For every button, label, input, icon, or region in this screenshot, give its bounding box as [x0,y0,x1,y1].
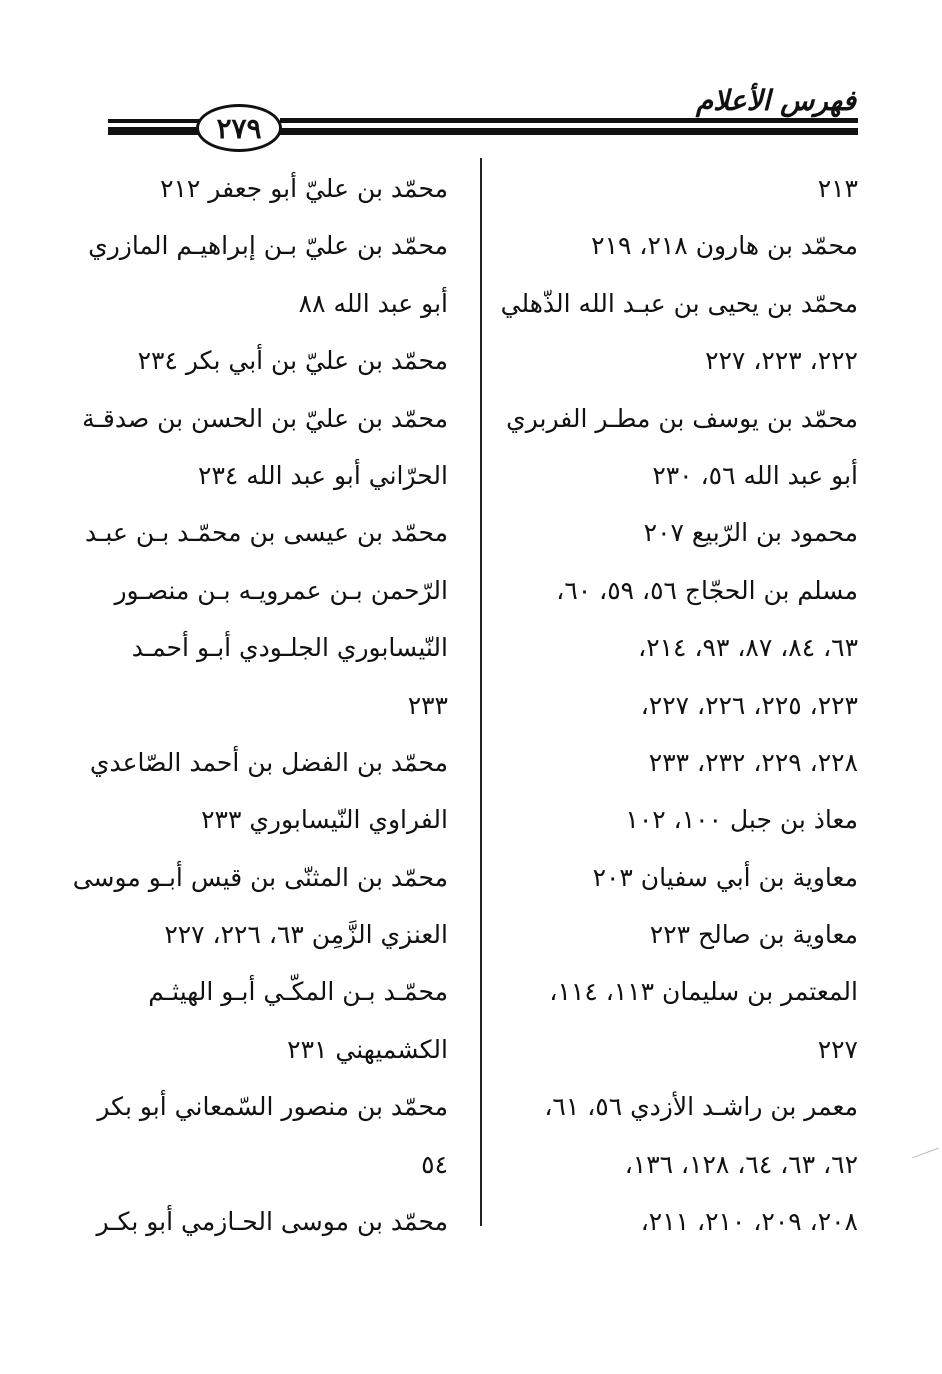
index-line: العنزي الزَّمِن ٦٣، ٢٢٦، ٢٢٧ [164,920,448,950]
index-line: النّيسابوري الجلـودي أبـو أحمـد [131,633,448,663]
index-line: محمّد بن موسى الحـازمي أبو بكـر [96,1207,448,1237]
scan-mark [912,1148,942,1172]
index-line: مسلم بن الحجّاج ٥٦، ٥٩، ٦٠، [556,575,858,605]
index-line: ٦٣، ٨٤، ٨٧، ٩٣، ٢١٤، [638,633,858,663]
index-line: محمّد بن يوسف بن مطـر الفربري [506,403,858,433]
index-line: ٢٣٣ [407,690,448,720]
index-line: محمّد بن عيسى بن محمّـد بـن عبـد [84,518,448,548]
index-line: محمّد بن عليّ بن أبي بكر ٢٣٤ [137,346,448,376]
index-line: أبو عبد الله ٥٦، ٢٣٠ [652,460,858,490]
index-line: محمّد بن عليّ أبو جعفر ٢١٢ [160,174,448,203]
index-line: محمّـد بـن المكّـي أبـو الهيثـم [148,977,448,1007]
index-line: الكشميهني ٢٣١ [287,1034,448,1064]
index-line: الفراوي النّيسابوري ٢٣٣ [201,805,448,835]
page-number: ٢٧٩ [216,111,262,145]
index-line: محمّد بن الفضل بن أحمد الصّاعدي [89,747,448,777]
index-line: الحرّاني أبو عبد الله ٢٣٤ [198,460,448,490]
header-rule-left [108,119,200,123]
index-line: ٥٤ [421,1149,448,1179]
index-line: أبو عبد الله ٨٨ [298,288,448,318]
index-line: محمّد بن منصور السّمعاني أبو بكر [97,1092,448,1122]
index-line: محمّد بن عليّ بـن إبراهيـم المازري [88,231,448,261]
index-line: معاذ بن جبل ١٠٠، ١٠٢ [625,805,858,835]
index-line: محمّد بن المثنّى بن قيس أبـو موسى [72,862,448,892]
page-number-badge [196,104,282,152]
header-rule-left-thick [108,127,200,135]
index-line: معمر بن راشـد الأزدي ٥٦، ٦١، [544,1092,858,1122]
running-title: فهرس الأعلام [695,84,856,117]
header-rule-right [280,118,858,123]
index-line: المعتمر بن سليمان ١١٣، ١١٤، [549,977,858,1007]
index-line: معاوية بن أبي سفيان ٢٠٣ [592,862,858,892]
index-line: ٢٢٣، ٢٢٥، ٢٢٦، ٢٢٧، [640,690,858,720]
index-line: ٦٢، ٦٣، ٦٤، ١٢٨، ١٣٦، [624,1149,858,1179]
index-line: ٢٢٨، ٢٢٩، ٢٣٢، ٢٣٣ [648,747,858,777]
index-column-right [498,160,858,1250]
index-line: ٢٢٧ [817,1034,858,1064]
index-column-left [72,160,448,1250]
index-line: محمود بن الرّبيع ٢٠٧ [643,518,858,548]
index-line: ٢٢٢، ٢٢٣، ٢٢٧ [705,346,858,376]
header-rule-right-thick [280,128,858,135]
index-line: الرّحمن بـن عمرويـه بـن منصـور [114,575,448,605]
column-divider [480,158,482,1226]
index-line: ٢٠٨، ٢٠٩، ٢١٠، ٢١١، [640,1207,858,1237]
index-line: محمّد بن يحيى بن عبـد الله الذّهلي [500,288,858,318]
index-line: محمّد بن هارون ٢١٨، ٢١٩ [591,231,858,261]
index-line: ٢١٣ [817,174,858,203]
index-line: معاوية بن صالح ٢٢٣ [649,920,858,950]
index-line: محمّد بن عليّ بن الحسن بن صدقـة [82,403,448,433]
